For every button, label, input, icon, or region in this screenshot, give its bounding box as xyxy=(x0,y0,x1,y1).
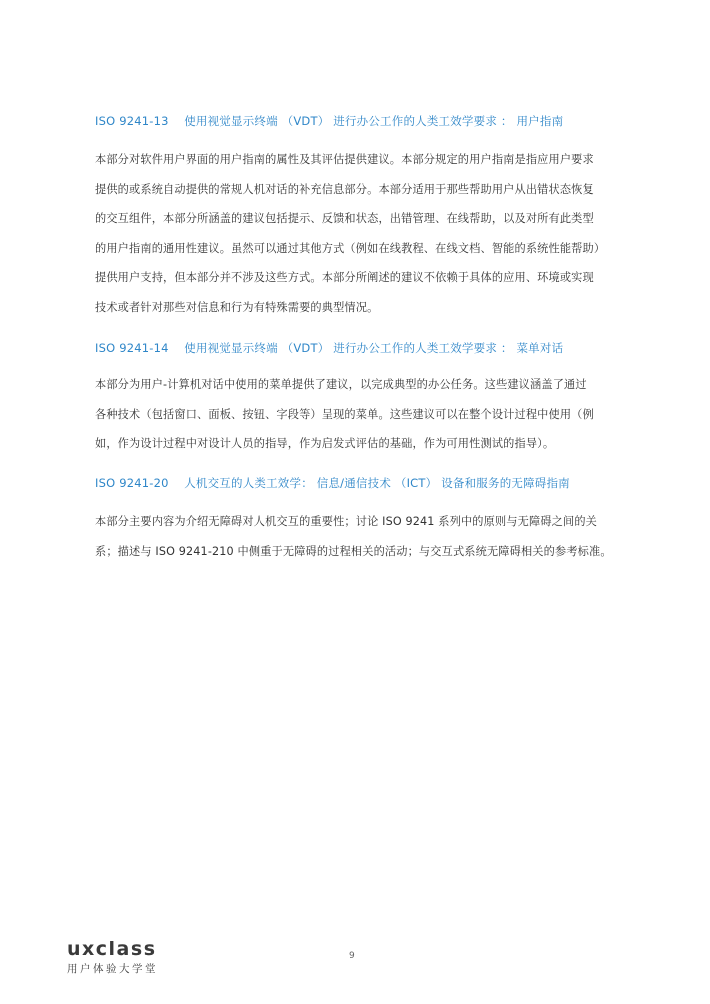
logo-wordmark: uxclass xyxy=(67,938,157,960)
section-heading-iso-9241-13: ISO 9241-13 使用视觉显示终端 （VDT） 进行办公工作的人类工效学要求 ： 用户指南 xyxy=(95,114,564,128)
paragraph-line: 技术或者针对那些对信息和行为有特殊需要的典型情况。 xyxy=(95,300,379,314)
paragraph-line: 本部分为用户-计算机对话中使用的菜单提供了建议，以完成典型的办公任务。这些建议涵盖了通过 xyxy=(95,378,587,391)
section-body-iso-9241-14 xyxy=(95,370,625,459)
paragraph-line: 本部分主要内容为介绍无障碍对人机交互的重要性；讨论 ISO 9241 系列中的原则与无障碍之间的关 xyxy=(95,515,598,528)
section-heading-iso-9241-14: ISO 9241-14 使用视觉显示终端 （VDT） 进行办公工作的人类工效学要求 ： 菜单对话 xyxy=(95,341,564,355)
uxclass-logo xyxy=(67,938,158,977)
paragraph-line: 的交互组件，本部分所涵盖的建议包括提示、反馈和状态，出错管理、在线帮助，以及对所有此类型 xyxy=(95,212,594,225)
paragraph-line: 如，作为设计过程中对设计人员的指导，作为启发式评估的基础，作为可用性测试的指导）。 xyxy=(95,437,555,450)
paragraph-line: 本部分对软件用户界面的用户指南的属性及其评估提供建议。本部分规定的用户指南是指应用户要求 xyxy=(95,153,594,166)
paragraph-line: 提供的或系统自动提供的常规人机对话的补充信息部分。本部分适用于那些帮助用户从出错状态恢复 xyxy=(95,182,594,196)
logo-subtitle: 用户体验大学堂 xyxy=(67,963,158,975)
section-body-iso-9241-20 xyxy=(95,507,625,566)
paragraph-line: 系；描述与 ISO 9241-210 中侧重于无障碍的过程相关的活动；与交互式系统无障碍相关的参考标准。 xyxy=(95,544,612,558)
section-body-iso-9241-13 xyxy=(95,145,625,322)
page-number: 9 xyxy=(349,951,355,961)
paragraph-line: 各种技术（包括窗口、面板、按钮、字段等）呈现的菜单。这些建议可以在整个设计过程中使用（例 xyxy=(95,407,594,421)
paragraph-line: 提供用户支持，但本部分并不涉及这些方式。本部分所阐述的建议不依赖于具体的应用、环境或实现 xyxy=(95,271,594,284)
paragraph-line: 的用户指南的通用性建议。虽然可以通过其他方式（例如在线教程、在线文档、智能的系统性能帮助） xyxy=(95,241,606,255)
section-heading-iso-9241-20: ISO 9241-20 人机交互的人类工效学： 信息/通信技术 （ICT） 设备和服务的无障碍指南 xyxy=(95,476,570,490)
